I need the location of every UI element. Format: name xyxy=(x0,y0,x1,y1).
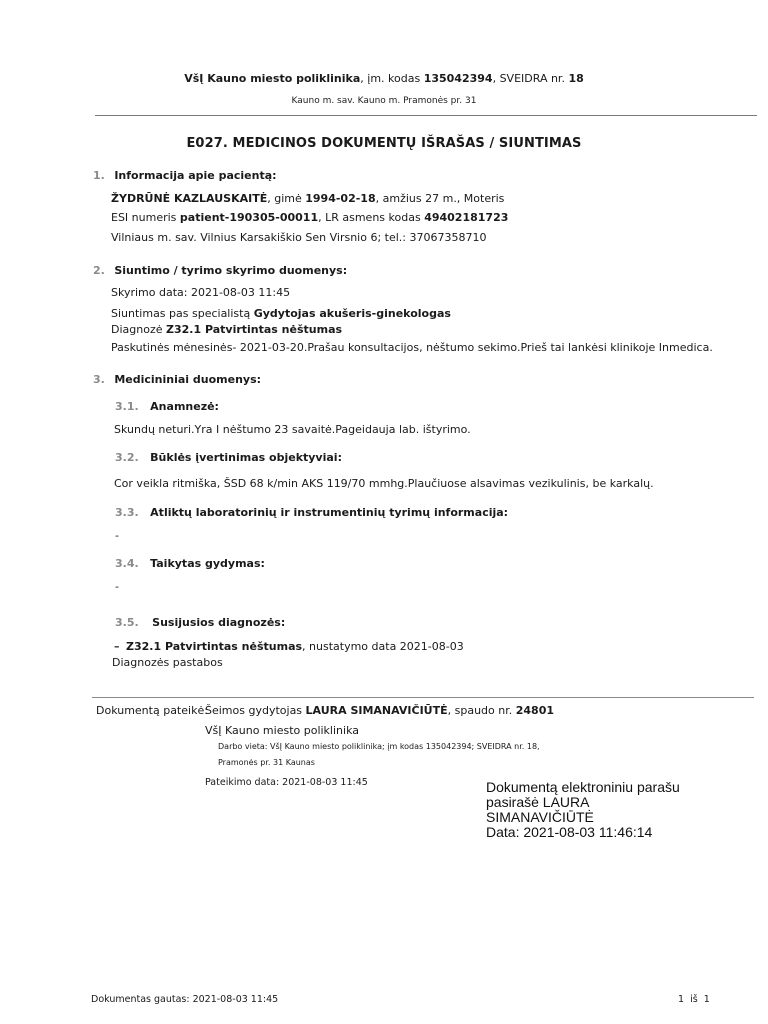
patient-line xyxy=(111,192,504,205)
signature-line-1: Dokumentą elektroniniu parašu xyxy=(486,779,680,795)
org-header xyxy=(0,72,768,85)
referral-diagnosis xyxy=(111,323,342,336)
related-diagnosis-name: Z32.1 Patvirtintas nėštumas xyxy=(126,640,303,653)
footer-divider xyxy=(92,697,754,698)
subsection-3-1-heading xyxy=(115,400,219,413)
lab-results-text: - xyxy=(115,529,119,542)
e-signature-block xyxy=(486,780,680,840)
subsection-number: 3.1. xyxy=(115,400,139,413)
esi-number: patient-190305-00011 xyxy=(179,211,319,224)
diagnosis-prefix: Diagnozė xyxy=(111,323,166,336)
received-date: Dokumentas gautas: 2021-08-03 11:45 xyxy=(91,994,279,1005)
subsection-number: 3.2. xyxy=(115,451,139,464)
subsection-number: 3.5. xyxy=(115,616,139,629)
workplace-line-2: Pramonės pr. 31 Kaunas xyxy=(218,758,315,767)
org-code-prefix: , įm. kodas xyxy=(360,72,424,85)
document-title: E027. MEDICINOS DOKUMENTŲ IŠRAŠAS / SIUNTIMAS xyxy=(186,136,582,151)
stamp-number: 24801 xyxy=(515,704,555,717)
sveidra-number: 18 xyxy=(568,72,584,85)
header-divider xyxy=(95,115,757,116)
org-code: 135042394 xyxy=(423,72,493,85)
referral-specialist xyxy=(111,307,451,320)
signature-date: Data: 2021-08-03 11:46:14 xyxy=(486,824,653,840)
submitted-by-label: Dokumentą pateikė: xyxy=(96,704,208,717)
birth-date: 1994-02-18 xyxy=(305,192,376,205)
subsection-title: Būklės įvertinimas objektyviai: xyxy=(150,451,342,464)
personal-code: 49402181723 xyxy=(424,211,509,224)
signature-line-3: SIMANAVIČIŪTĖ xyxy=(486,809,594,825)
org-address: Kauno m. sav. Kauno m. Pramonės pr. 31 xyxy=(291,96,477,106)
submitted-by xyxy=(205,704,554,717)
submit-date: Pateikimo data: 2021-08-03 11:45 xyxy=(205,777,368,788)
esi-prefix: ESI numeris xyxy=(111,211,180,224)
subsection-title: Susijusios diagnozės: xyxy=(152,616,286,629)
specialist-prefix: Siuntimas pas specialistą xyxy=(111,307,254,320)
section-3-heading xyxy=(93,373,261,386)
related-diagnosis xyxy=(114,640,464,653)
doctor-role: Šeimos gydytojas xyxy=(205,704,306,717)
section-2-heading xyxy=(93,264,347,277)
subsection-number: 3.4. xyxy=(115,557,139,570)
list-dash: – xyxy=(114,640,120,653)
section-title: Siuntimo / tyrimo skyrimo duomenys: xyxy=(114,264,348,277)
age-gender: , amžius 27 m., Moteris xyxy=(375,192,505,205)
patient-name: ŽYDRŪNĖ KAZLAUSKAITĖ xyxy=(111,192,268,205)
diagnosis-notes: Diagnozės pastabos xyxy=(112,656,223,669)
section-1-heading xyxy=(93,169,277,182)
section-number: 3. xyxy=(93,373,105,386)
section-number: 1. xyxy=(93,169,105,182)
patient-address: Vilniaus m. sav. Vilnius Karsakiškio Sen Virsnio 6; tel.: 37067358710 xyxy=(111,231,487,244)
doctor-name: LAURA SIMANAVIČIŪTĖ xyxy=(305,704,448,717)
subsection-title: Atliktų laboratorinių ir instrumentinių tyrimų informacija: xyxy=(150,506,509,519)
subsection-3-4-heading xyxy=(115,557,265,570)
workplace-line-1: Darbo vieta: VšĮ Kauno miesto poliklinika; įm kodas 135042394; SVEIDRA nr. 18, xyxy=(218,742,540,751)
diagnosis: Z32.1 Patvirtintas nėštumas xyxy=(166,323,343,336)
subsection-3-5-heading xyxy=(115,616,285,629)
anamnesis-text: Skundų neturi.Yra I nėštumo 23 savaitė.Pageidauja lab. ištyrimo. xyxy=(114,423,471,436)
objective-text: Cor veikla ritmiška, ŠSD 68 k/min AKS 119/70 mmhg.Plaučiuose alsavimas vezikulinis, be karkalų. xyxy=(114,477,654,490)
born-prefix: , gimė xyxy=(267,192,306,205)
specialist: Gydytojas akušeris-ginekologas xyxy=(253,307,451,320)
lr-prefix: , LR asmens kodas xyxy=(318,211,425,224)
assign-date: Skyrimo data: 2021-08-03 11:45 xyxy=(111,286,291,299)
patient-ids xyxy=(111,211,508,224)
section-title: Informacija apie pacientą: xyxy=(114,169,277,182)
section-number: 2. xyxy=(93,264,105,277)
doctor-org: VšĮ Kauno miesto poliklinika xyxy=(205,724,359,737)
subsection-number: 3.3. xyxy=(115,506,139,519)
related-diagnosis-date: , nustatymo data 2021-08-03 xyxy=(302,640,464,653)
subsection-3-3-heading xyxy=(115,506,508,519)
page-number: 1 iš 1 xyxy=(678,994,710,1005)
stamp-prefix: , spaudo nr. xyxy=(447,704,516,717)
subsection-title: Taikytas gydymas: xyxy=(150,557,265,570)
section-title: Medicininiai duomenys: xyxy=(114,373,262,386)
signature-line-2: pasirašė LAURA xyxy=(486,794,590,810)
org-name: VšĮ Kauno miesto poliklinika xyxy=(184,72,361,85)
subsection-3-2-heading xyxy=(115,451,342,464)
referral-notes: Paskutinės mėnesinės- 2021-03-20.Prašau konsultacijos, nėštumo sekimo.Prieš tai lankėsi klinikoje Inmedica. xyxy=(111,341,713,354)
treatment-text: - xyxy=(115,580,119,593)
sveidra-prefix: , SVEIDRA nr. xyxy=(492,72,569,85)
subsection-title: Anamnezė: xyxy=(150,400,219,413)
